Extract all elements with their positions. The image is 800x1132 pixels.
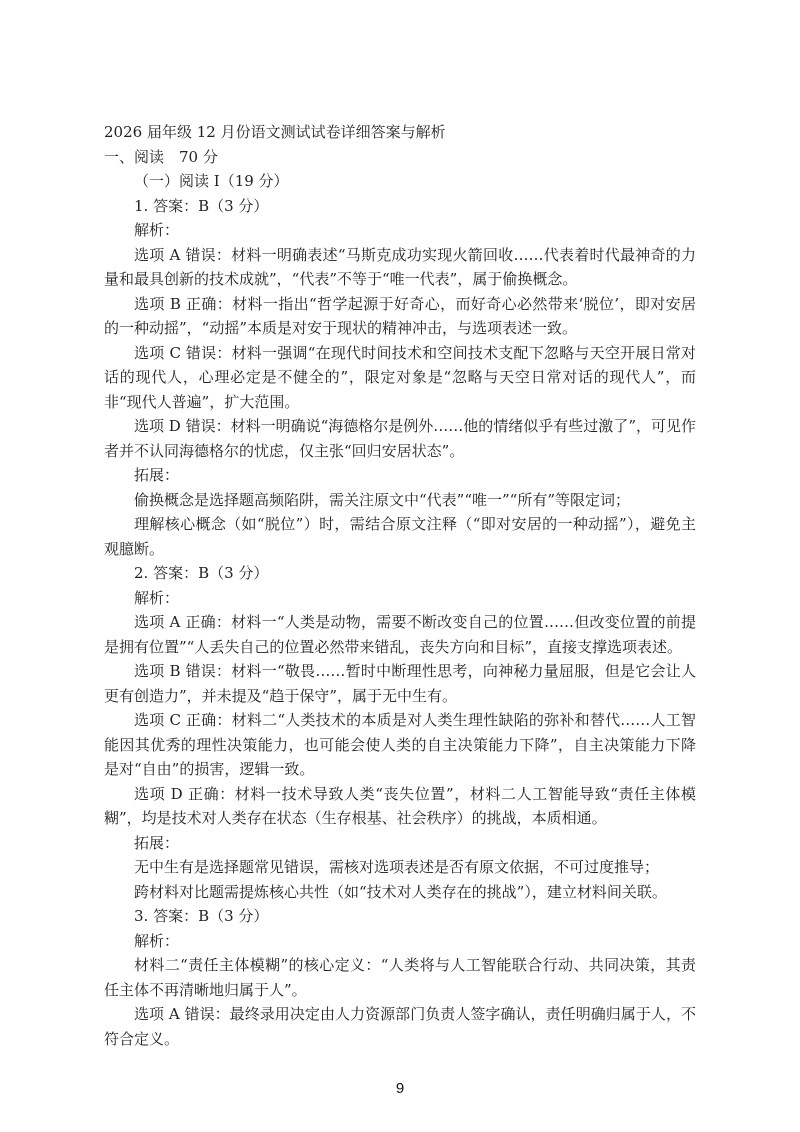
q1-extension-2: 理解核心概念（如“脱位”）时，需结合原文注释（“即对安居的一种动摇”），避免主观臆断。 — [104, 515, 696, 558]
q2-extension-2: 跨材料对比题需提炼核心共性（如“技术对人类存在的挑战”），建立材料间关联。 — [134, 882, 667, 901]
q2-extension-label: 拓展： — [134, 833, 180, 852]
section-heading: 一、阅读 70 分 — [104, 147, 218, 166]
q2-answer: 2. 答案：B（3 分） — [134, 564, 269, 582]
q1-option-d: 选项 D 错误：材料一明确说“海德格尔是例外……他的情绪似乎有些过激了”，可见作者并不认同海德格尔的忧虑，仅主张“回归安居状态”。 — [104, 417, 696, 460]
q2-extension-1: 无中生有是选择题常见错误，需核对选项表述是否有原文依据，不可过度推导； — [134, 858, 660, 876]
document-title: 2026 届年级 12 月份语文测试试卷详细答案与解析 — [104, 123, 446, 141]
q2-option-c: 选项 C 正确：材料二“人类技术的本质是对人类生理性缺陷的弥补和替代……人工智能因其优秀的理性决策能力，也可能会使人类的自主决策能力下降”，自主决策能力下降是对“自由”的损害，逻辑一致。 — [104, 711, 696, 778]
q1-analysis-label: 解析： — [134, 221, 180, 239]
q2-option-a: 选项 A 正确：材料一“人类是动物，需要不断改变自己的位置……但改变位置的前提是拥有位置”“人丢失自己的位置必然带来错乱，丧失方向和目标”，直接支撑选项表述。 — [104, 613, 696, 656]
document-body — [104, 120, 696, 1051]
q1-option-c: 选项 C 错误：材料一强调“在现代时间技术和空间技术支配下忽略与天空开展日常对话的现代人，心理必定是不健全的”，限定对象是“忽略与天空日常对话的现代人”，而非“现代人普遍”，扩大范围。 — [104, 343, 696, 411]
page-number: 9 — [395, 1080, 405, 1097]
q2-option-d: 选项 D 正确：材料一技术导致人类“丧失位置”，材料二人工智能导致“责任主体模糊”，均是技术对人类存在状态（生存根基、社会秩序）的挑战，本质相通。 — [104, 784, 696, 827]
subsection-heading: （一）阅读 Ⅰ（19 分） — [134, 172, 289, 190]
q2-option-b: 选项 B 错误：材料一“敬畏……暂时中断理性思考，向神秘力量屈服，但是它会让人更有创造力”，并未提及“趋于保守”，属于无中生有。 — [104, 662, 696, 705]
q1-answer: 1. 答案：B（3 分） — [134, 196, 269, 215]
q1-extension-1: 偷换概念是选择题高频陷阱，需关注原文中“代表”“唯一”“所有”等限定词； — [134, 490, 631, 509]
q3-answer: 3. 答案：B（3 分） — [134, 907, 269, 925]
q3-definition: 材料二“责任主体模糊”的核心定义：“人类将与人工智能联合行动、共同决策，其责任主体不再清晰地归属于人”。 — [104, 956, 696, 999]
q3-analysis-label: 解析： — [134, 931, 180, 950]
q1-option-a: 选项 A 错误：材料一明确表述“马斯克成功实现火箭回收……代表着时代最神奇的力量和最具创新的技术成就”，“代表”不等于“唯一代表”，属于偷换概念。 — [104, 245, 696, 288]
q2-analysis-label: 解析： — [134, 588, 180, 607]
q1-option-b: 选项 B 正确：材料一指出“哲学起源于好奇心，而好奇心必然带来‘脱位’，即对安居的一种动摇”，“动摇”本质是对安于现状的精神冲击，与选项表述一致。 — [104, 294, 696, 337]
q1-extension-label: 拓展： — [134, 466, 180, 484]
q3-option-a: 选项 A 错误：最终录用决定由人力资源部门负责人签字确认，责任明确归属于人，不符合定义。 — [104, 1005, 696, 1048]
